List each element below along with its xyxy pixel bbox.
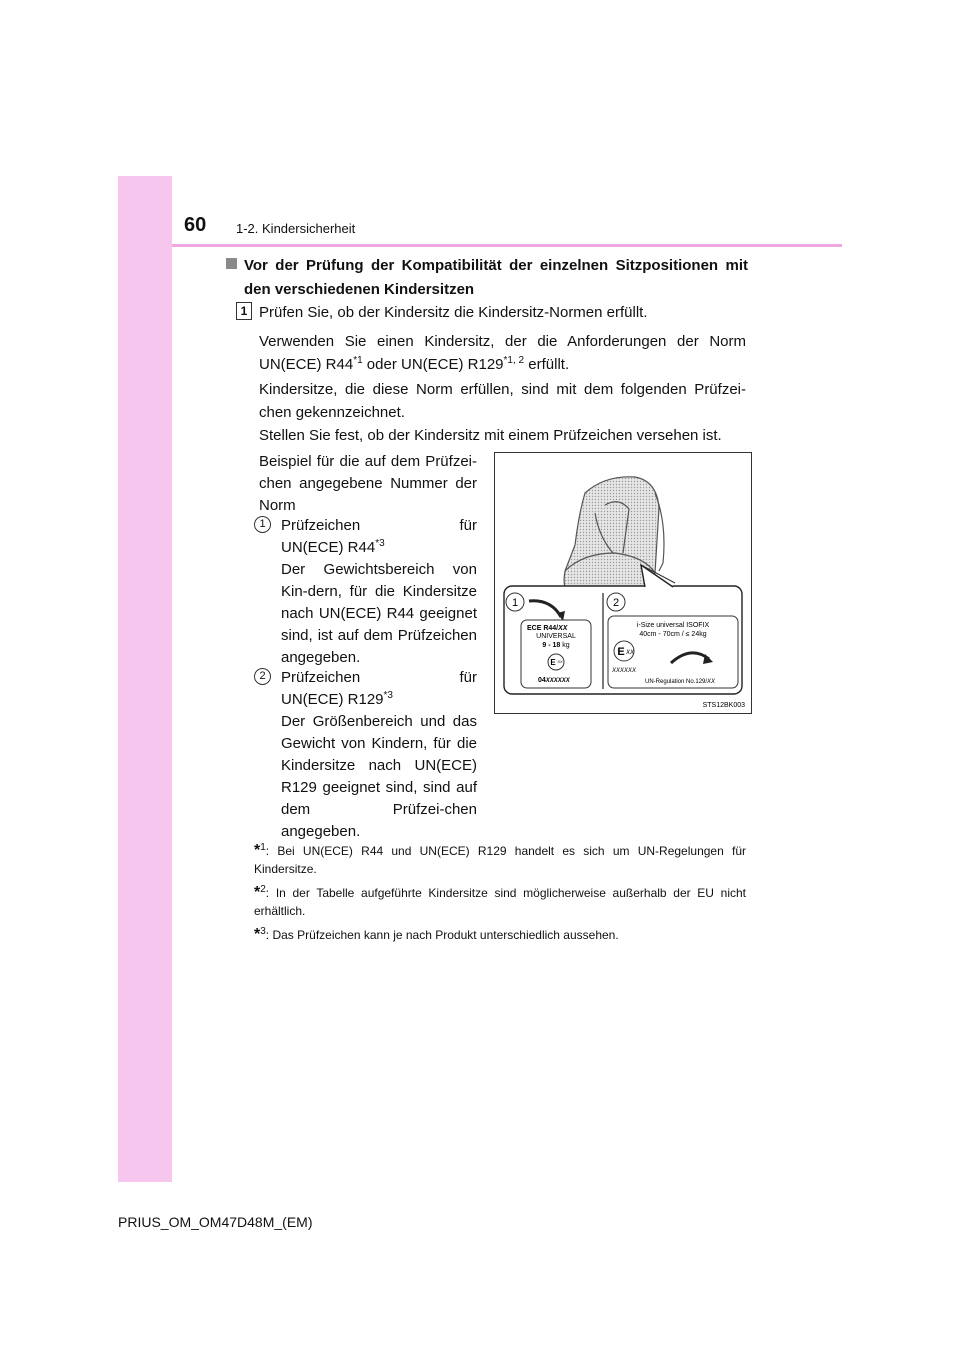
svg-text:1: 1 <box>511 597 519 609</box>
paragraph-marked-seats: Kindersitze, die diese Norm erfüllen, sind mit dem folgenden Prüfzei-chen gekennzeichnet. <box>259 381 746 421</box>
page-number: 60 <box>184 214 207 236</box>
svg-text:i-Size universal ISOFIX: i-Size universal ISOFIX <box>636 622 710 629</box>
footnote-2: *$^2$: In der Tabelle aufgeführte Kindersitze sind möglicherweise außerhalb der EU nicht erhältlich. <box>254 884 746 918</box>
footnote-ref: *3 <box>375 538 385 549</box>
item-r129: Prüfzeichen für UN(ECE) R129$^{*3}$ Der Größenbereich und das Gewicht von Kindern, für die Kindersitze nach UN(ECE) R129 geeignet sind, sind auf dem Prüfzei-chen angegeben. <box>281 667 477 843</box>
svg-text:04XXXXXX: 04XXXXXX <box>538 677 570 684</box>
footnote-ref: *1, 2 <box>503 355 525 366</box>
svg-text:E: E <box>550 658 556 667</box>
svg-text:2: 2 <box>612 597 620 609</box>
step-number-box: 1 <box>236 302 252 320</box>
svg-text:XX: XX <box>625 650 635 656</box>
svg-text:E: E <box>617 646 625 658</box>
header-rule <box>172 244 842 247</box>
chapter-sidebar <box>118 176 172 1182</box>
figure-code: STS12BK003 <box>702 702 745 709</box>
svg-text:UN-Regulation No.129/XX: UN-Regulation No.129/XX <box>645 679 716 685</box>
paragraph-check-norm: Prüfen Sie, ob der Kindersitz die Kindersitz-Normen erfüllt. <box>259 304 648 321</box>
document-code-footer: PRIUS_OM_OM47D48M_(EM) <box>118 1214 313 1230</box>
item-number-circle: 2 <box>254 668 271 685</box>
child-seat-illustration <box>495 453 751 713</box>
approval-label-figure <box>494 452 752 714</box>
svg-text:XXXXXX: XXXXXX <box>612 668 637 674</box>
item-r129-description: Der Größenbereich und das Gewicht von Kindern, für die Kindersitze nach UN(ECE) R129 geeignet sind, sind auf dem Prüfzei-chen angegeben. <box>281 713 477 840</box>
footnote-1: *$^1$: Bei UN(ECE) R44 und UN(ECE) R129 handelt es sich um UN-Regelungen für Kindersitze. <box>254 842 746 876</box>
footnote-3: *$^3$: Das Prüfzeichen kann je nach Produkt unterschiedlich aussehen. <box>254 926 619 943</box>
heading-text: Vor der Prüfung der Kompatibilität der einzelnen Sitzpositionen mit den verschiedenen Kindersitzen <box>244 257 748 298</box>
svg-text:XX: XX <box>557 659 563 664</box>
section-title: 1-2. Kindersicherheit <box>236 221 356 236</box>
footnote-ref: *1 <box>353 355 363 366</box>
item-r44: Prüfzeichen für UN(ECE) R44$^{*3}$ Der Gewichtsbereich von Kin-dern, für die Kindersitze nach UN(ECE) R44 geeignet sind, ist auf dem Prüfzeichen angegeben. <box>281 515 477 669</box>
item-number-circle: 1 <box>254 516 271 533</box>
paragraph-use-seat: Verwenden Sie einen Kindersitz, der die Anforderungen der Norm UN(ECE) R44$^{*1}$ oder UN(ECE) R129$^{*1, 2}$ erfüllt. <box>259 333 746 373</box>
paragraph-verify-mark: Stellen Sie fest, ob der Kindersitz mit einem Prüfzeichen versehen ist. <box>259 427 722 444</box>
svg-text:40cm - 70cm / ≤ 24kg: 40cm - 70cm / ≤ 24kg <box>639 631 707 638</box>
svg-text:9 - 18 kg: 9 - 18 kg <box>542 642 570 649</box>
svg-text:UNIVERSAL: UNIVERSAL <box>536 633 576 640</box>
svg-text:ECE R44/XX: ECE R44/XX <box>527 625 568 632</box>
square-bullet-icon <box>226 258 237 269</box>
item-r44-description: Der Gewichtsbereich von Kin-dern, für die Kindersitze nach UN(ECE) R44 geeignet sind, ist auf dem Prüfzeichen angegeben. <box>281 561 477 666</box>
footnote-ref: *3 <box>383 690 393 701</box>
paragraph-example: Beispiel für die auf dem Prüfzei-chen angegebene Nummer der Norm <box>259 453 477 514</box>
subsection-heading <box>226 254 748 302</box>
